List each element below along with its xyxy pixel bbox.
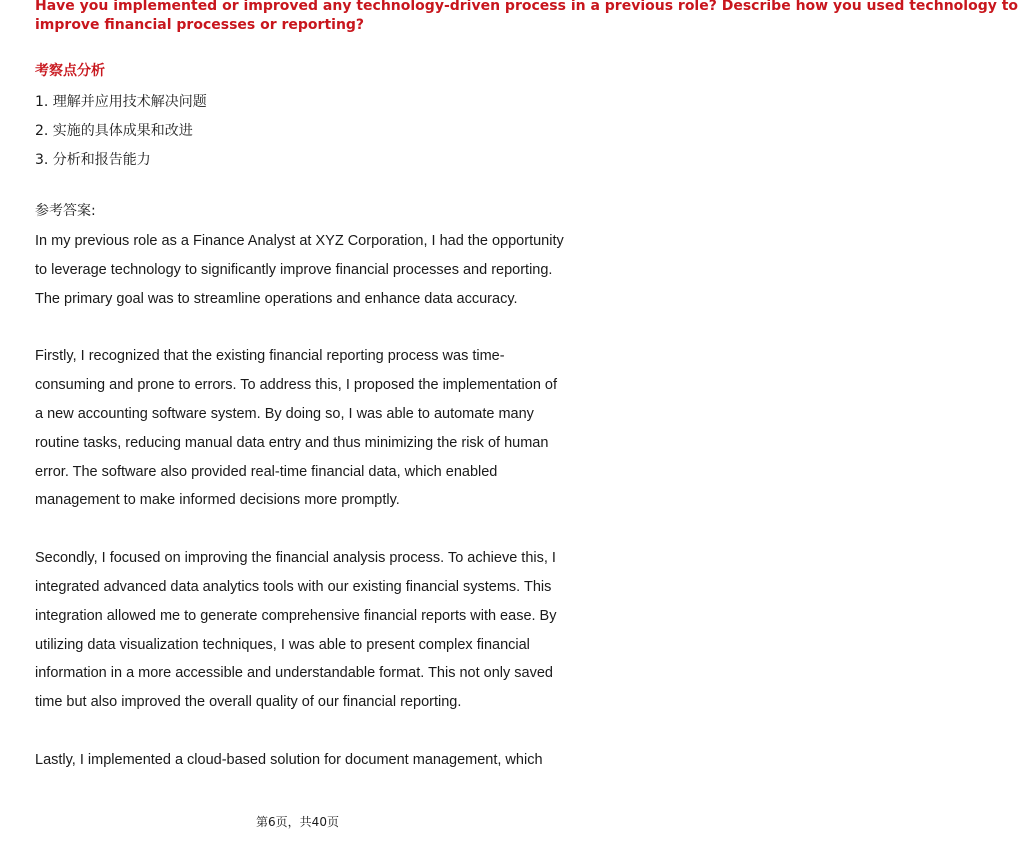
question-partial-text: Have you implemented or improved any technology-driven process in a previous role? Describe how you used technology to [35, 0, 1018, 14]
answer-paragraph: Lastly, I implemented a cloud-based solution for document management, which [35, 751, 543, 768]
answer-body [35, 227, 565, 804]
question-title: improve financial processes or reporting? [35, 17, 365, 33]
analysis-point: 3. 分析和报告能力 [35, 152, 151, 168]
answer-paragraph: In my previous role as a Finance Analyst at XYZ Corporation, I had the opportunity to leverage technology to significantly improve financial processes and reporting. The primary goal was to streamline operations and enhance data accuracy. [35, 233, 564, 307]
answer-paragraph: Secondly, I focused on improving the financial analysis process. To achieve this, I integrated advanced data analytics tools with our existing financial systems. This integration allowed me to generate comprehensive financial reports with ease. By utilizing data visualization techniques, I was able to present complex financial information in a more accessible and understandable format. This not only saved time but also improved the overall quality of our financial reporting. [35, 550, 557, 711]
answer-paragraph: Firstly, I recognized that the existing financial reporting process was time-consuming and prone to errors. To address this, I proposed the implementation of a new accounting software system. By doing so, I was able to automate many routine tasks, reducing manual data entry and thus minimizing the risk of human error. The software also provided real-time financial data, which enabled management to make informed decisions more promptly. [35, 348, 558, 509]
analysis-point: 1. 理解并应用技术解决问题 [35, 94, 207, 110]
analysis-heading: 考察点分析 [35, 63, 105, 79]
question-partial-line [35, 0, 1018, 14]
analysis-point: 2. 实施的具体成果和改进 [35, 123, 193, 139]
analysis-points-list [35, 88, 207, 175]
page-number-footer: 第6页，共40页 [256, 815, 339, 829]
answer-label: 参考答案: [35, 203, 96, 219]
